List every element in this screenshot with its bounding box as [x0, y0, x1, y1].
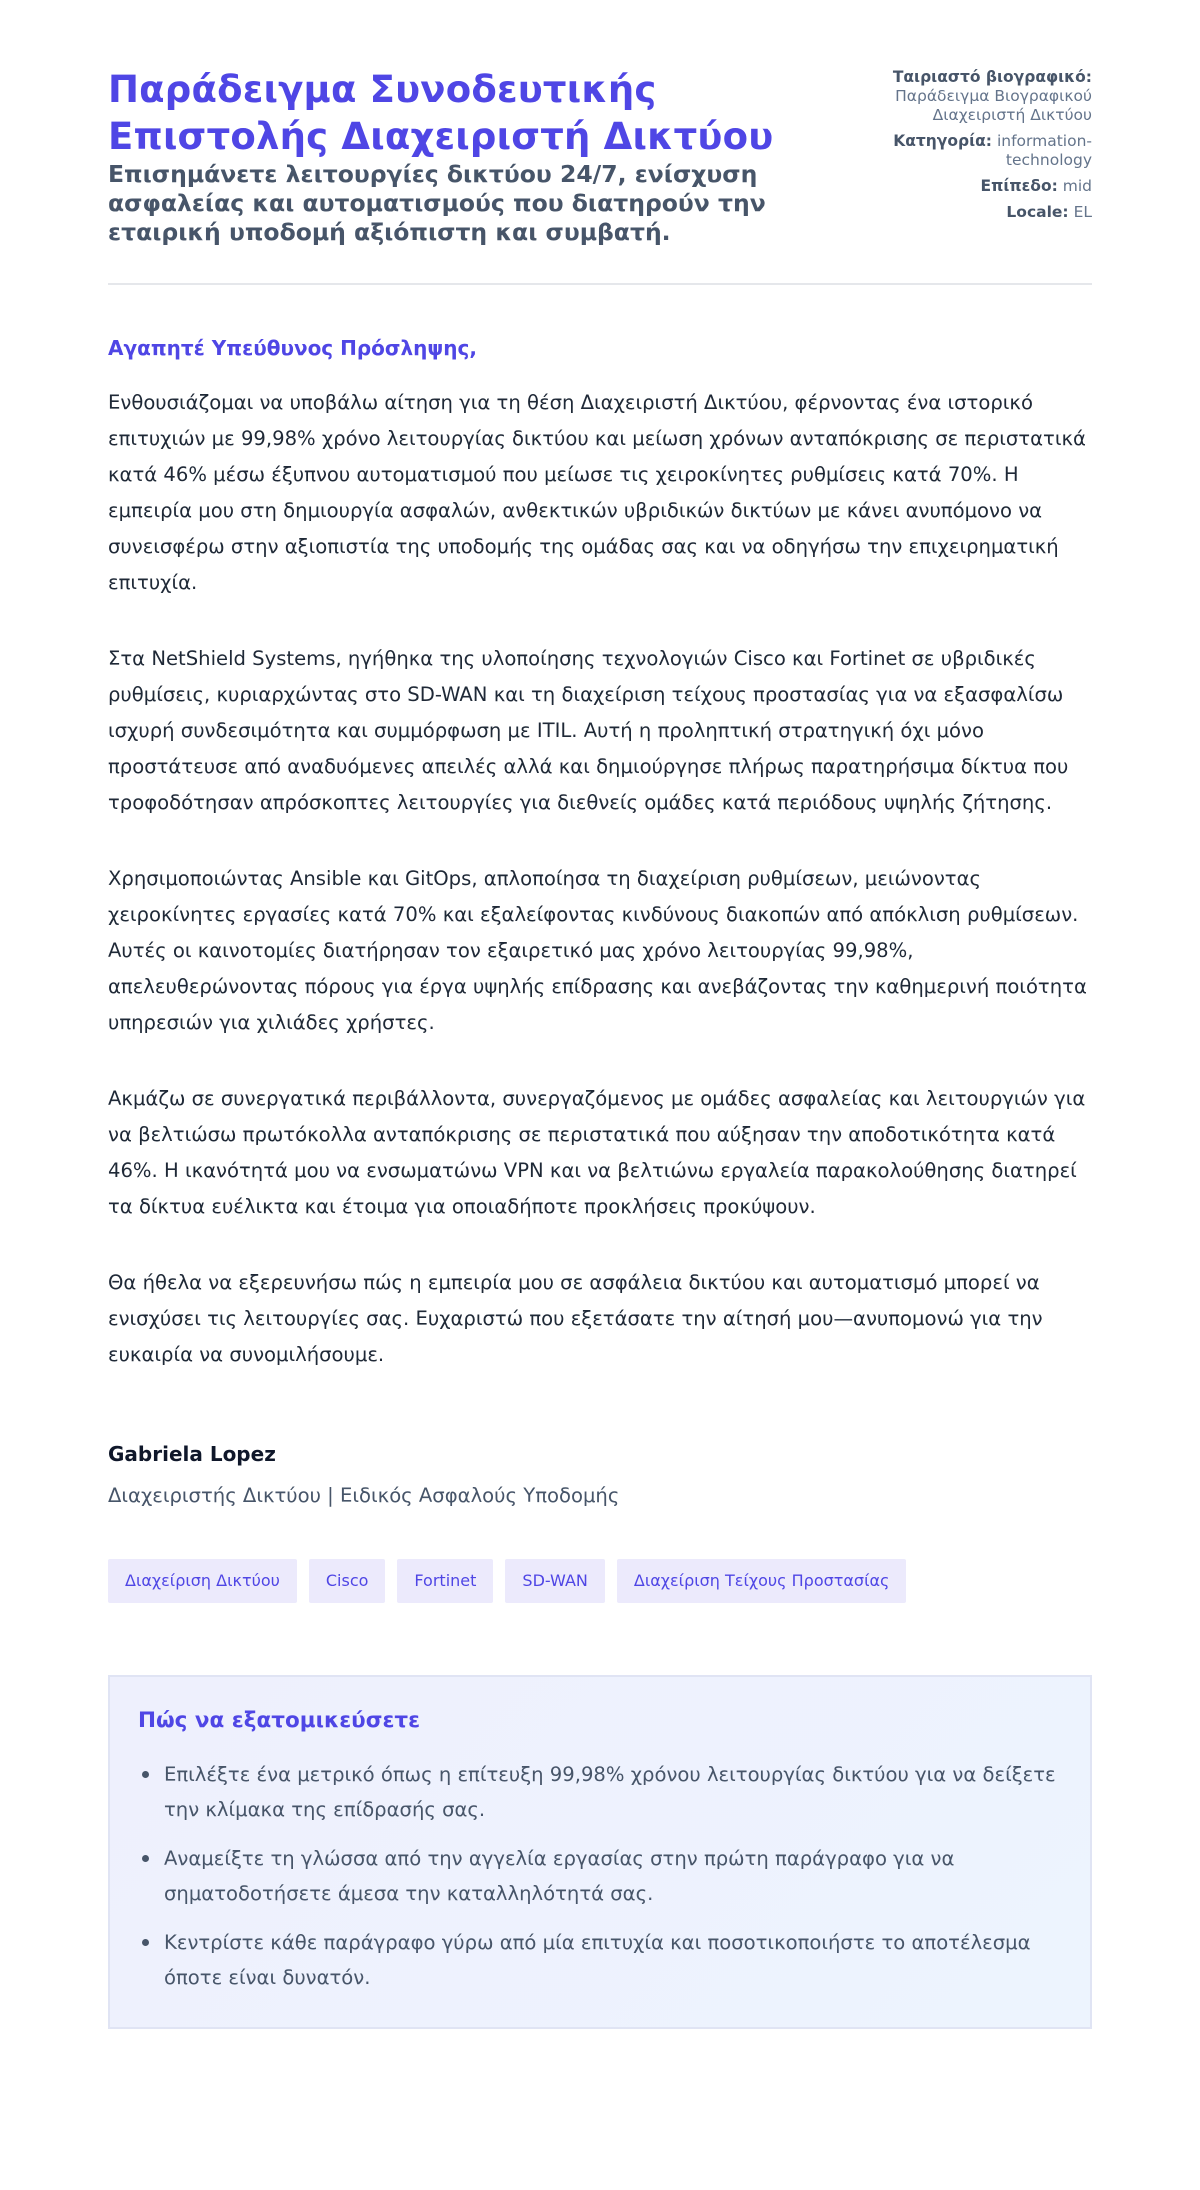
meta-value: EL [1073, 203, 1092, 221]
skill-tag: Fortinet [397, 1559, 493, 1603]
document-meta [852, 66, 1092, 229]
letter-paragraph: Χρησιμοποιώντας Ansible και GitOps, απλοποίησα τη διαχείριση ρυθμίσεων, μειώνοντας χειροκίνητες εργασίες κατά 70% και εξαλείφοντας κινδύνους διακοπών από απόκλιση ρυθμίσεων. Αυτές οι καινοτομίες διατήρησαν τον εξαιρετικό μας χρόνο λειτουργίας 99,98%, απελευθερώνοντας πόρους για έργα υψηλής επίδρασης και ανεβάζοντας την καθημερινή ποιότητα υπηρεσιών για χιλιάδες χρήστες. [108, 867, 1087, 1034]
header-title-block [108, 66, 848, 247]
tips-title: Πώς να εξατομικεύσετε [138, 1708, 421, 1733]
signature-block [108, 1441, 1092, 1509]
skill-tag: Διαχείριση Τείχους Προστασίας [617, 1559, 907, 1603]
meta-level [852, 177, 1092, 196]
letter-paragraph: Στα NetShield Systems, ηγήθηκα της υλοποίησης τεχνολογιών Cisco και Fortinet σε υβριδικές ρυθμίσεις, κυριαρχώντας στο SD-WAN και τη διαχείριση τείχους προστασίας για να εξασφαλίσω ισχυρή συνδεσιμότητα και συμμόρφωση με ITIL. Αυτή η προληπτική στρατηγική όχι μόνο προστάτευσε από αναδυόμενες απειλές αλλά και δημιούργησε πλήρως παρατηρήσιμα δίκτυα που τροφοδότησαν απρόσκοπτες λειτουργίες για διεθνείς ομάδες κατά περιόδους υψηλής ζήτησης. [108, 647, 1069, 814]
meta-value: mid [1062, 177, 1092, 195]
letter-paragraph: Ενθουσιάζομαι να υποβάλω αίτηση για τη θέση Διαχειριστή Δικτύου, φέρνοντας ένα ιστορικό επιτυχιών με 99,98% χρόνο λειτουργίας δικτύου και μείωση χρόνων ανταπόκρισης σε περιστατικά κατά 46% μέσω έξυπνου αυτοματισμού που μείωσε τις χειροκίνητες ρυθμίσεις κατά 70%. Η εμπειρία μου στη δημιουργία ασφαλών, ανθεκτικών υβριδικών δικτύων με κάνει ανυπόμονο να συνεισφέρω στην αξιοπιστία της υποδομής της ομάδας σας και να οδηγήσω την επιχειρηματική επιτυχία. [108, 391, 1086, 594]
skill-tag: Cisco [309, 1559, 386, 1603]
bullet-icon [142, 1939, 149, 1946]
customization-tips-box [108, 1675, 1092, 2029]
letter-paragraph: Θα ήθελα να εξερευνήσω πώς η εμπειρία μου σε ασφάλεια δικτύου και αυτοματισμό μπορεί να ενισχύσει τις λειτουργίες σας. Ευχαριστώ που εξετάσατε την αίτησή μου—ανυπομονώ για την ευκαιρία να συνομιλήσουμε. [108, 1271, 1043, 1366]
page-title: Παράδειγμα Συνοδευτικής Επιστολής Διαχειριστή Δικτύου [108, 68, 774, 158]
page-subtitle: Επισημάνετε λειτουργίες δικτύου 24/7, ενίσχυση ασφαλείας και αυτοματισμούς που διατηρούν την εταιρική υποδομή αξιόπιστη και συμβατή. [108, 160, 766, 246]
tip-item [138, 1841, 1062, 1911]
bullet-icon [142, 1855, 149, 1862]
meta-key: Κατηγορία: [893, 132, 992, 150]
letter-paragraph: Ακμάζω σε συνεργατικά περιβάλλοντα, συνεργαζόμενος με ομάδες ασφαλείας και λειτουργιών για να βελτιώσω πρωτόκολλα ανταπόκρισης σε περιστατικά που αύξησαν την αποδοτικότητα κατά 46%. Η ικανότητά μου να ενσωματώνω VPN και να βελτιώνω εργαλεία παρακολούθησης διατηρεί τα δίκτυα ευέλικτα και έτοιμα για οποιαδήποτε προκλήσεις προκύψουν. [108, 1087, 1086, 1218]
signer-role: Διαχειριστής Δικτύου | Ειδικός Ασφαλούς Υποδομής [108, 1484, 620, 1507]
signer-name: Gabriela Lopez [108, 1442, 276, 1466]
skill-tag: SD-WAN [505, 1559, 604, 1603]
document-header [108, 66, 1092, 285]
tip-text: Αναμείξτε τη γλώσσα από την αγγελία εργασίας στην πρώτη παράγραφο για να σηματοδοτήσετε άμεσα την καταλληλότητά σας. [164, 1847, 955, 1905]
tips-list [138, 1757, 1062, 1995]
skill-tag: Διαχείριση Δικτύου [108, 1559, 297, 1603]
meta-locale [852, 203, 1092, 222]
meta-matching-resume [852, 68, 1092, 125]
tip-text: Επιλέξτε ένα μετρικό όπως η επίτευξη 99,98% χρόνου λειτουργίας δικτύου για να δείξετε την κλίμακα της επίδρασής σας. [164, 1763, 1056, 1821]
letter-body [108, 335, 1092, 1373]
meta-key: Ταιριαστό βιογραφικό: [892, 68, 1092, 86]
bullet-icon [142, 1771, 149, 1778]
salutation: Αγαπητέ Υπεύθυνος Πρόσληψης, [108, 336, 477, 360]
meta-key: Επίπεδο: [980, 177, 1058, 195]
meta-key: Locale: [1006, 203, 1069, 221]
meta-value: Παράδειγμα Βιογραφικού Διαχειριστή Δικτύου [895, 87, 1092, 124]
tip-item [138, 1925, 1062, 1995]
skill-tags [108, 1559, 1092, 1603]
tip-text: Κεντρίστε κάθε παράγραφο γύρω από μία επιτυχία και ποσοτικοποιήστε το αποτέλεσμα όποτε είναι δυνατόν. [164, 1931, 1031, 1989]
letter-paragraphs [108, 385, 1092, 1373]
tip-item [138, 1757, 1062, 1827]
meta-category [852, 132, 1092, 170]
meta-value: information-technology [996, 132, 1092, 169]
